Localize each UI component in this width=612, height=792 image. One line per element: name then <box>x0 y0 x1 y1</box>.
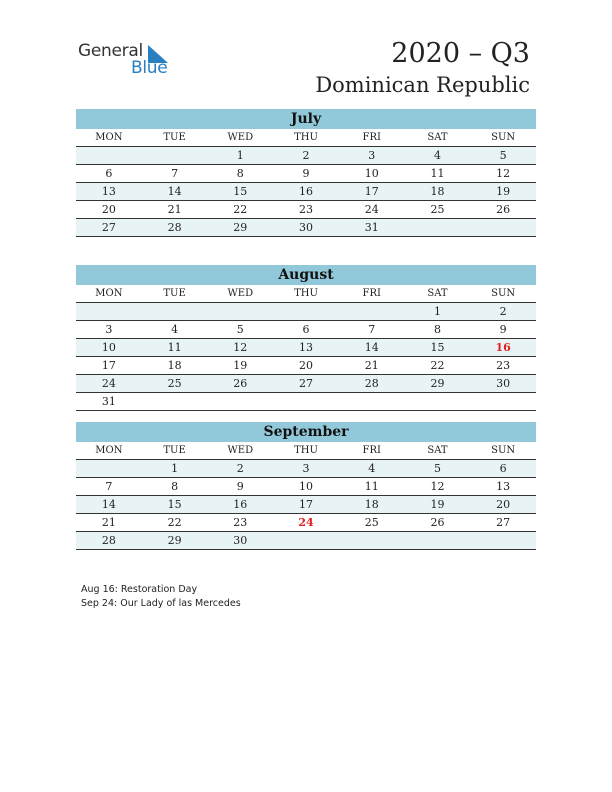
date-cell: 26 <box>430 516 445 529</box>
date-cell: 24 <box>364 203 379 216</box>
date-cell: 6 <box>302 323 310 336</box>
date-cell <box>273 532 339 549</box>
holiday-date-cell: 16 <box>495 341 511 354</box>
date-cell <box>207 393 273 410</box>
date-cell: 20 <box>496 498 511 511</box>
date-cell <box>142 393 208 410</box>
weekday-label: MON <box>95 132 123 143</box>
date-cell: 5 <box>433 462 441 475</box>
date-cell: 21 <box>364 359 379 372</box>
weekday-label: TUE <box>163 288 186 299</box>
date-cell: 5 <box>499 149 507 162</box>
date-cell: 31 <box>364 221 379 234</box>
holiday-note: Sep 24: Our Lady of las Mercedes <box>81 598 241 609</box>
logo-text-blue: Blue <box>131 58 168 78</box>
holiday-note: Aug 16: Restoration Day <box>81 584 198 595</box>
date-cell: 26 <box>233 377 248 390</box>
weekday-label: FRI <box>362 445 381 456</box>
date-cell <box>339 393 405 410</box>
weekday-header-row <box>76 442 536 460</box>
date-cell: 26 <box>496 203 511 216</box>
date-cell: 28 <box>101 534 116 547</box>
week-row <box>76 357 536 375</box>
date-cell: 8 <box>171 480 179 493</box>
date-cell: 27 <box>101 221 116 234</box>
weekday-header-row <box>76 285 536 303</box>
week-row <box>76 514 536 532</box>
date-cell: 22 <box>167 516 182 529</box>
weekday-label: WED <box>227 288 254 299</box>
date-cell <box>470 219 536 236</box>
date-cell: 13 <box>101 185 116 198</box>
date-cell: 11 <box>167 341 182 354</box>
date-cell: 17 <box>299 498 314 511</box>
date-cell: 24 <box>101 377 116 390</box>
date-cell: 6 <box>105 167 113 180</box>
date-cell: 16 <box>233 498 248 511</box>
date-cell: 15 <box>233 185 248 198</box>
date-cell: 30 <box>233 534 248 547</box>
weekday-label: MON <box>95 288 123 299</box>
date-cell <box>76 147 142 164</box>
page-title: 2020 – Q3 <box>391 38 530 69</box>
date-cell: 30 <box>299 221 314 234</box>
date-cell: 21 <box>101 516 116 529</box>
date-cell: 7 <box>368 323 376 336</box>
date-cell: 17 <box>364 185 379 198</box>
weekday-header-row <box>76 129 536 147</box>
date-cell: 19 <box>233 359 248 372</box>
date-cell: 12 <box>496 167 511 180</box>
date-cell: 4 <box>433 149 441 162</box>
date-cell: 1 <box>433 305 441 318</box>
date-cell: 3 <box>368 149 376 162</box>
date-cell: 22 <box>430 359 445 372</box>
date-cell: 19 <box>496 185 511 198</box>
month-september <box>76 422 536 550</box>
date-cell: 3 <box>105 323 113 336</box>
date-cell <box>207 303 273 320</box>
date-cell: 3 <box>302 462 310 475</box>
week-row <box>76 183 536 201</box>
date-cell: 2 <box>236 462 244 475</box>
date-cell <box>273 393 339 410</box>
date-cell: 29 <box>430 377 445 390</box>
date-cell: 4 <box>368 462 376 475</box>
weekday-label: FRI <box>362 132 381 143</box>
date-cell: 9 <box>499 323 507 336</box>
date-cell: 12 <box>430 480 445 493</box>
date-cell: 10 <box>101 341 116 354</box>
date-cell: 8 <box>236 167 244 180</box>
date-cell <box>470 393 536 410</box>
date-cell <box>339 532 405 549</box>
date-cell: 29 <box>167 534 182 547</box>
date-cell: 12 <box>233 341 248 354</box>
date-cell: 25 <box>167 377 182 390</box>
date-cell: 7 <box>171 167 179 180</box>
date-cell <box>76 460 142 477</box>
date-cell: 20 <box>299 359 314 372</box>
date-cell: 9 <box>236 480 244 493</box>
date-cell: 30 <box>496 377 511 390</box>
weekday-label: MON <box>95 445 123 456</box>
date-cell: 25 <box>364 516 379 529</box>
country-name: Dominican Republic <box>315 73 530 97</box>
date-cell: 8 <box>433 323 441 336</box>
weekday-label: SAT <box>427 288 448 299</box>
date-cell: 9 <box>302 167 310 180</box>
date-cell: 18 <box>167 359 182 372</box>
date-cell <box>470 532 536 549</box>
weekday-label: WED <box>227 445 254 456</box>
date-cell: 1 <box>171 462 179 475</box>
weekday-label: THU <box>294 445 318 456</box>
date-cell: 6 <box>499 462 507 475</box>
week-row <box>76 532 536 550</box>
weekday-label: SUN <box>491 445 516 456</box>
weekday-label: FRI <box>362 288 381 299</box>
week-row <box>76 478 536 496</box>
date-cell: 2 <box>499 305 507 318</box>
date-cell <box>76 303 142 320</box>
date-cell: 18 <box>430 185 445 198</box>
date-cell <box>405 219 471 236</box>
date-cell: 1 <box>236 149 244 162</box>
date-cell: 20 <box>101 203 116 216</box>
holiday-date-cell: 24 <box>298 516 314 529</box>
date-cell: 14 <box>364 341 379 354</box>
date-cell: 14 <box>101 498 116 511</box>
date-cell: 10 <box>299 480 314 493</box>
date-cell: 7 <box>105 480 113 493</box>
date-cell <box>142 147 208 164</box>
date-cell: 13 <box>299 341 314 354</box>
date-cell: 11 <box>430 167 445 180</box>
date-cell: 5 <box>236 323 244 336</box>
date-cell: 27 <box>299 377 314 390</box>
date-cell <box>142 303 208 320</box>
holiday-notes <box>81 583 241 611</box>
date-cell: 4 <box>171 323 179 336</box>
date-cell: 23 <box>299 203 314 216</box>
week-row <box>76 375 536 393</box>
date-cell <box>339 303 405 320</box>
date-cell: 14 <box>167 185 182 198</box>
date-cell: 2 <box>302 149 310 162</box>
date-cell: 31 <box>101 395 116 408</box>
weekday-label: THU <box>294 132 318 143</box>
date-cell: 25 <box>430 203 445 216</box>
logo-text-general: General <box>78 41 143 61</box>
date-cell: 16 <box>299 185 314 198</box>
date-cell <box>273 303 339 320</box>
date-cell: 23 <box>496 359 511 372</box>
weekday-label: TUE <box>163 445 186 456</box>
weekday-label: SUN <box>491 132 516 143</box>
weekday-label: WED <box>227 132 254 143</box>
weekday-label: TUE <box>163 132 186 143</box>
date-cell: 23 <box>233 516 248 529</box>
date-cell: 29 <box>233 221 248 234</box>
date-cell: 28 <box>167 221 182 234</box>
date-cell: 19 <box>430 498 445 511</box>
month-title: July <box>76 109 536 129</box>
weekday-label: SAT <box>427 132 448 143</box>
week-row <box>76 201 536 219</box>
weekday-label: SAT <box>427 445 448 456</box>
month-july <box>76 109 536 237</box>
month-august <box>76 265 536 411</box>
date-cell: 15 <box>167 498 182 511</box>
month-title: September <box>76 422 536 442</box>
date-cell: 18 <box>364 498 379 511</box>
week-row <box>76 303 536 321</box>
logo <box>78 41 178 79</box>
week-row <box>76 165 536 183</box>
date-cell: 28 <box>364 377 379 390</box>
week-row <box>76 460 536 478</box>
date-cell: 15 <box>430 341 445 354</box>
date-cell: 27 <box>496 516 511 529</box>
week-row <box>76 339 536 357</box>
date-cell: 22 <box>233 203 248 216</box>
week-row <box>76 496 536 514</box>
week-row <box>76 393 536 411</box>
date-cell <box>405 532 471 549</box>
date-cell: 10 <box>364 167 379 180</box>
week-row <box>76 321 536 339</box>
month-title: August <box>76 265 536 285</box>
date-cell: 17 <box>101 359 116 372</box>
date-cell: 21 <box>167 203 182 216</box>
date-cell: 13 <box>496 480 511 493</box>
week-row <box>76 219 536 237</box>
date-cell: 11 <box>364 480 379 493</box>
week-row <box>76 147 536 165</box>
weekday-label: THU <box>294 288 318 299</box>
weekday-label: SUN <box>491 288 516 299</box>
date-cell <box>405 393 471 410</box>
